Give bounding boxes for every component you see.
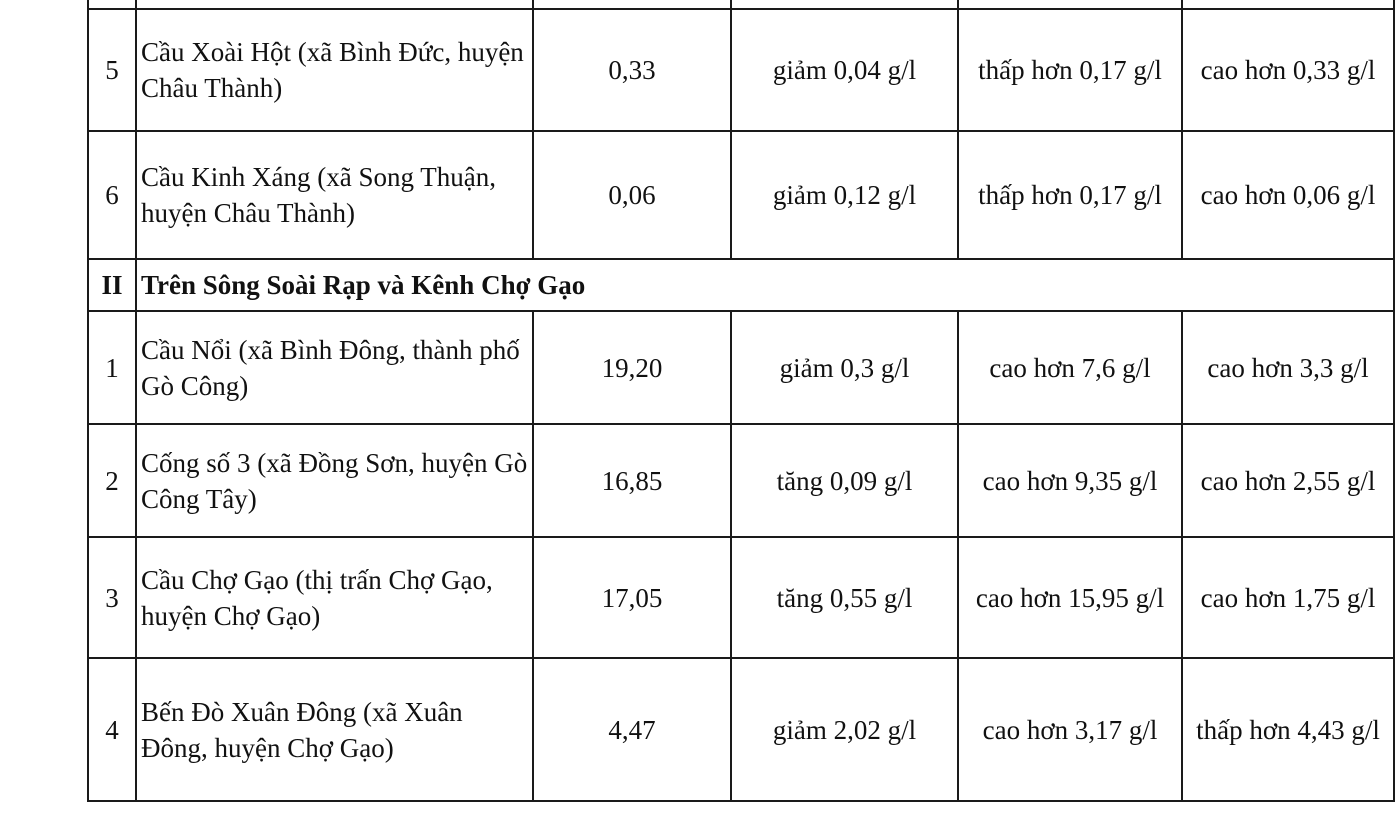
row-number: 6	[88, 131, 136, 259]
location-cell: Cống số 3 (xã Đồng Sơn, huyện Gò Công Tây)	[136, 424, 533, 537]
table-row	[88, 424, 1394, 537]
section-row	[88, 259, 1394, 311]
location-cell: Cầu Kinh Xáng (xã Song Thuận, huyện Châu Thành)	[136, 131, 533, 259]
table-row	[88, 0, 1394, 9]
change-cell: giảm 0,3 g/l	[731, 311, 958, 424]
salinity-cell: 0,06	[533, 131, 731, 259]
table-row	[88, 658, 1394, 801]
section-number: II	[88, 259, 136, 311]
compare-b-cell: cao hơn 1,75 g/l	[1182, 537, 1394, 658]
row-number: 4	[88, 658, 136, 801]
change-cell	[731, 0, 958, 9]
compare-b-cell: cao hơn 0,06 g/l	[1182, 131, 1394, 259]
salinity-cell	[533, 0, 731, 9]
compare-b-cell: thấp hơn 4,43 g/l	[1182, 658, 1394, 801]
salinity-cell: 4,47	[533, 658, 731, 801]
change-cell: tăng 0,09 g/l	[731, 424, 958, 537]
table-row	[88, 311, 1394, 424]
compare-a-cell: thấp hơn 0,17 g/l	[958, 9, 1182, 131]
salinity-cell: 0,33	[533, 9, 731, 131]
salinity-cell: 19,20	[533, 311, 731, 424]
location-cell: Cầu Nổi (xã Bình Đông, thành phố Gò Công)	[136, 311, 533, 424]
compare-b-cell: cao hơn 3,3 g/l	[1182, 311, 1394, 424]
compare-a-cell: cao hơn 15,95 g/l	[958, 537, 1182, 658]
change-cell: giảm 0,12 g/l	[731, 131, 958, 259]
compare-a-cell	[958, 0, 1182, 9]
location-cell: Bến Đò Xuân Đông (xã Xuân Đông, huyện Chợ Gạo)	[136, 658, 533, 801]
row-number	[88, 0, 136, 9]
change-cell: giảm 2,02 g/l	[731, 658, 958, 801]
compare-a-cell: thấp hơn 0,17 g/l	[958, 131, 1182, 259]
row-number: 2	[88, 424, 136, 537]
compare-b-cell: cao hơn 2,55 g/l	[1182, 424, 1394, 537]
compare-b-cell	[1182, 0, 1394, 9]
compare-b-cell: cao hơn 0,33 g/l	[1182, 9, 1394, 131]
compare-a-cell: cao hơn 3,17 g/l	[958, 658, 1182, 801]
salinity-cell: 17,05	[533, 537, 731, 658]
table-row	[88, 131, 1394, 259]
location-cell	[136, 0, 533, 9]
salinity-table	[87, 0, 1395, 802]
location-cell: Cầu Chợ Gạo (thị trấn Chợ Gạo, huyện Chợ Gạo)	[136, 537, 533, 658]
change-cell: tăng 0,55 g/l	[731, 537, 958, 658]
location-cell: Cầu Xoài Hột (xã Bình Đức, huyện Châu Thành)	[136, 9, 533, 131]
row-number: 3	[88, 537, 136, 658]
row-number: 5	[88, 9, 136, 131]
salinity-cell: 16,85	[533, 424, 731, 537]
salinity-table-wrapper	[87, 0, 1393, 802]
compare-a-cell: cao hơn 7,6 g/l	[958, 311, 1182, 424]
row-number: 1	[88, 311, 136, 424]
compare-a-cell: cao hơn 9,35 g/l	[958, 424, 1182, 537]
table-row	[88, 537, 1394, 658]
section-title: Trên Sông Soài Rạp và Kênh Chợ Gạo	[136, 259, 1394, 311]
table-row	[88, 9, 1394, 131]
change-cell: giảm 0,04 g/l	[731, 9, 958, 131]
